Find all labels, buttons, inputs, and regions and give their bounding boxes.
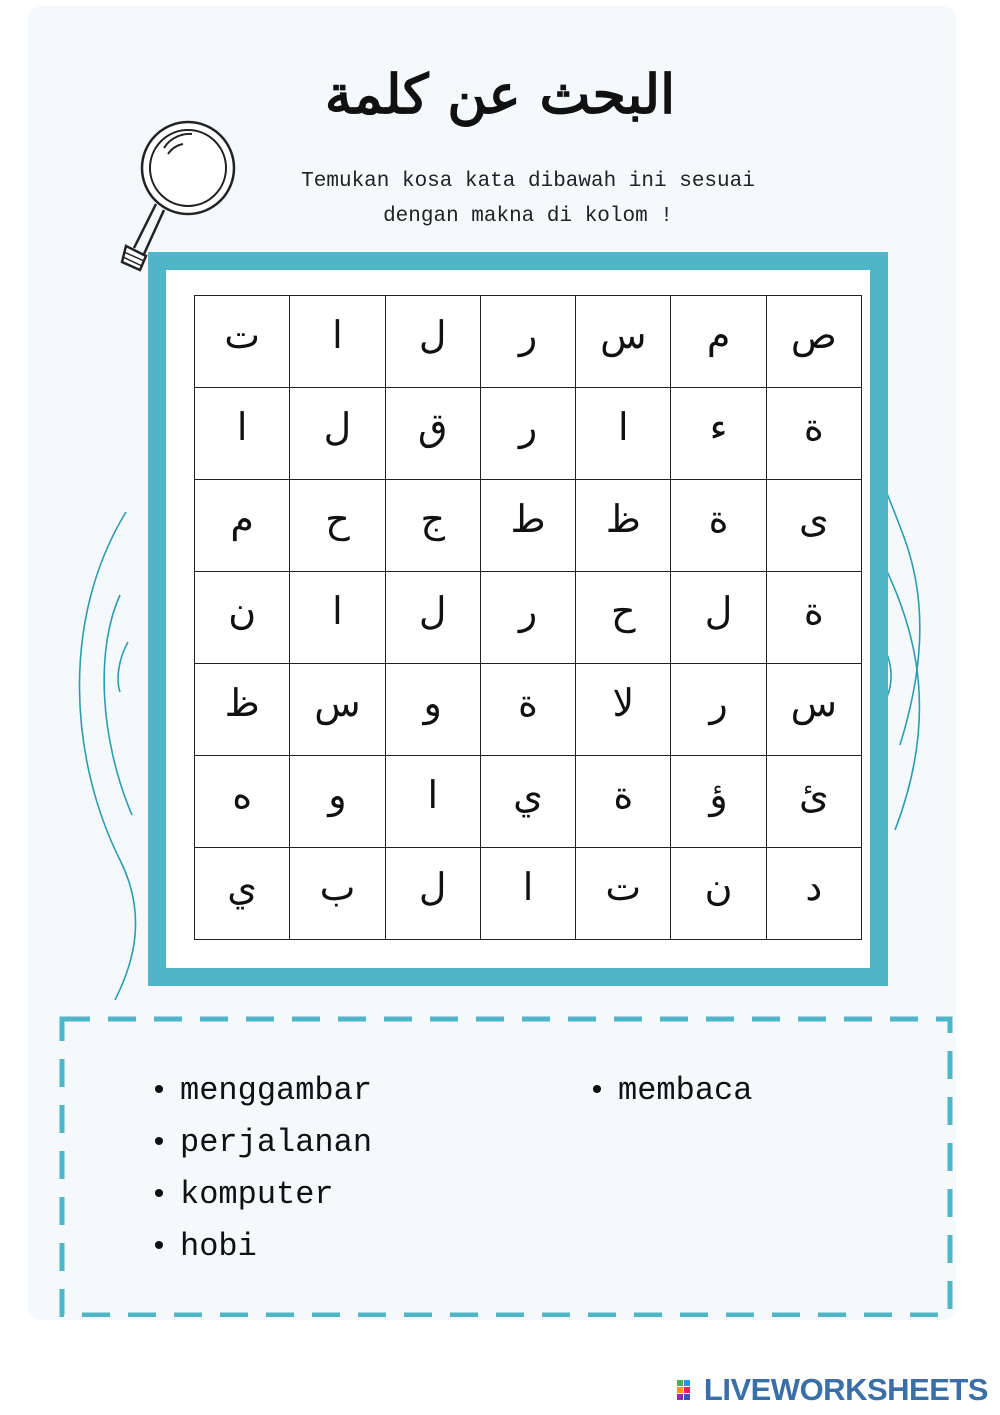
grid-row xyxy=(195,388,862,480)
word-text: menggambar xyxy=(180,1072,373,1109)
grid-row xyxy=(195,756,862,848)
word-list-item xyxy=(150,1169,372,1221)
grid-cell[interactable]: ر xyxy=(480,388,575,480)
grid-row xyxy=(195,572,862,664)
grid-cell[interactable]: ئ xyxy=(766,756,861,848)
grid-cell[interactable]: ص xyxy=(766,296,861,388)
grid-cell[interactable]: ق xyxy=(385,388,480,480)
grid-cell[interactable]: ة xyxy=(671,480,766,572)
grid-cell[interactable]: لا xyxy=(576,664,671,756)
grid-cell[interactable]: ا xyxy=(290,572,385,664)
grid-cell[interactable]: ل xyxy=(385,296,480,388)
grid-cell[interactable]: ط xyxy=(480,480,575,572)
grid-cell[interactable]: م xyxy=(671,296,766,388)
grid-cell[interactable]: و xyxy=(290,756,385,848)
bullet-marker: • xyxy=(150,1231,169,1265)
word-list-item xyxy=(150,1221,372,1273)
grid-cell[interactable]: ظ xyxy=(576,480,671,572)
grid-cell[interactable]: ؤ xyxy=(671,756,766,848)
grid-cell[interactable]: ل xyxy=(385,848,480,940)
word-text: membaca xyxy=(618,1072,753,1109)
grid-cell[interactable]: ا xyxy=(385,756,480,848)
grid-cell[interactable]: ة xyxy=(766,572,861,664)
grid-cell[interactable]: س xyxy=(290,664,385,756)
grid-cell[interactable]: ي xyxy=(195,848,290,940)
grid-cell[interactable]: ح xyxy=(576,572,671,664)
grid-row xyxy=(195,480,862,572)
grid-cell[interactable]: ا xyxy=(195,388,290,480)
word-list-item xyxy=(150,1065,372,1117)
grid-cell[interactable]: د xyxy=(766,848,861,940)
grid-row xyxy=(195,664,862,756)
grid-cell[interactable]: ظ xyxy=(195,664,290,756)
grid-cell[interactable]: س xyxy=(766,664,861,756)
word-text: komputer xyxy=(180,1176,334,1213)
bullet-marker: • xyxy=(150,1127,169,1161)
grid-cell[interactable]: ا xyxy=(576,388,671,480)
grid-cell[interactable]: و xyxy=(385,664,480,756)
worksheet-title: البحث عن كلمة xyxy=(324,62,676,126)
grid-cell[interactable]: ى xyxy=(766,480,861,572)
grid-cell[interactable]: ة xyxy=(480,664,575,756)
grid-cell[interactable]: ج xyxy=(385,480,480,572)
word-text: perjalanan xyxy=(180,1124,373,1161)
word-list-column-2 xyxy=(588,1065,752,1117)
grid-cell[interactable]: ت xyxy=(195,296,290,388)
word-list-item xyxy=(588,1065,752,1117)
grid-cell[interactable]: ل xyxy=(671,572,766,664)
grid-cell[interactable]: ه xyxy=(195,756,290,848)
grid-cell[interactable]: ر xyxy=(480,296,575,388)
word-list-column-1 xyxy=(150,1065,372,1273)
grid-cell[interactable]: ت xyxy=(576,848,671,940)
brand-name: LIVEWORKSHEETS xyxy=(703,1372,988,1407)
word-list-box xyxy=(58,1015,954,1317)
grid-cell[interactable]: م xyxy=(195,480,290,572)
grid-cell[interactable]: ل xyxy=(385,572,480,664)
bullet-marker: • xyxy=(150,1075,169,1109)
grid-cell[interactable]: ي xyxy=(480,756,575,848)
grid-cell[interactable]: ب xyxy=(290,848,385,940)
grid-cell[interactable]: ا xyxy=(290,296,385,388)
liveworksheets-logo-icon xyxy=(676,1377,702,1403)
letter-grid xyxy=(194,295,862,940)
word-text: hobi xyxy=(180,1228,257,1265)
instruction-text xyxy=(228,164,828,234)
word-list-item xyxy=(150,1117,372,1169)
liveworksheets-brand xyxy=(676,1372,988,1408)
grid-cell[interactable]: ن xyxy=(671,848,766,940)
grid-cell[interactable]: ا xyxy=(480,848,575,940)
grid-row xyxy=(195,296,862,388)
grid-cell[interactable]: ل xyxy=(290,388,385,480)
grid-cell[interactable]: س xyxy=(576,296,671,388)
instruction-line-1: Temukan kosa kata dibawah ini sesuai xyxy=(301,170,755,193)
bullet-marker: • xyxy=(150,1179,169,1213)
grid-cell[interactable]: ح xyxy=(290,480,385,572)
grid-cell[interactable]: ر xyxy=(480,572,575,664)
grid-cell[interactable]: ة xyxy=(576,756,671,848)
grid-cell[interactable]: ء xyxy=(671,388,766,480)
instruction-line-2: dengan makna di kolom ! xyxy=(383,205,673,228)
grid-row xyxy=(195,848,862,940)
grid-cell[interactable]: ة xyxy=(766,388,861,480)
bullet-marker: • xyxy=(588,1075,607,1109)
grid-cell[interactable]: ن xyxy=(195,572,290,664)
grid-cell[interactable]: ر xyxy=(671,664,766,756)
